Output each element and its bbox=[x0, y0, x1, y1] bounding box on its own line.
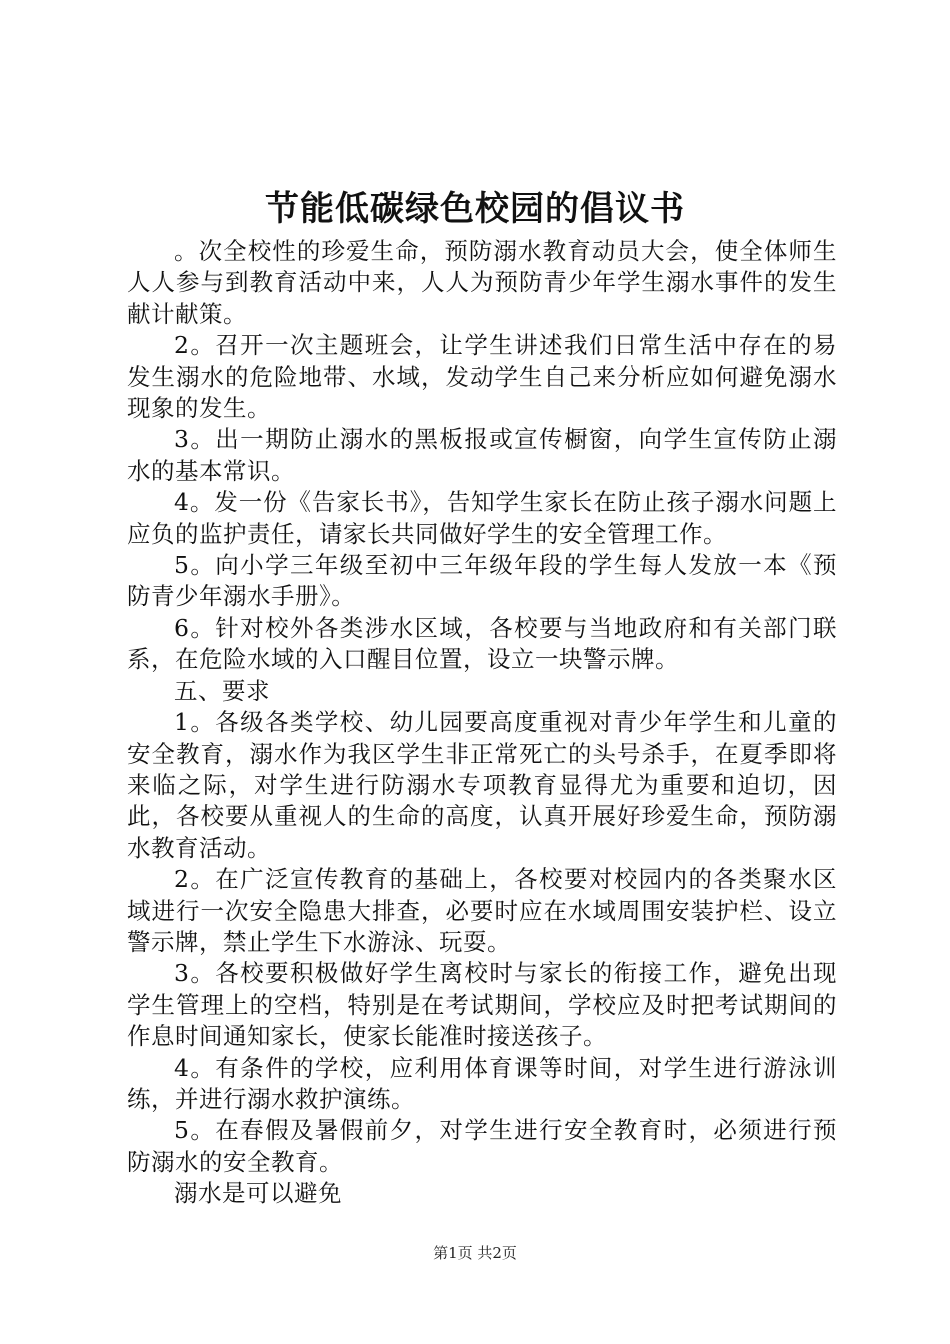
section-heading: 五、要求 bbox=[174, 676, 270, 705]
paragraph: 6。针对校外各类涉水区域，各校要与当地政府和有关部门联系，在危险水域的入口醒目位置，设立一块警示牌。 bbox=[127, 613, 837, 674]
paragraph: 。次全校性的珍爱生命，预防溺水教育动员大会，使全体师生人人参与到教育活动中来，人人为预防青少年学生溺水事件的发生献计献策。 bbox=[127, 237, 837, 328]
document-body bbox=[127, 236, 837, 1210]
paragraph: 溺水是可以避免 bbox=[174, 1179, 342, 1208]
paragraph: 1。各级各类学校、幼儿园要高度重视对青少年学生和儿童的安全教育，溺水作为我区学生非正常死亡的头号杀手，在夏季即将来临之际，对学生进行防溺水专项教育显得尤为重要和迫切，因此，各校要从重视人的生命的高度，认真开展好珍爱生命，预防溺水教育活动。 bbox=[127, 708, 837, 862]
paragraph: 5。在春假及暑假前夕，对学生进行安全教育时，必须进行预防溺水的安全教育。 bbox=[127, 1116, 837, 1176]
paragraph: 4。有条件的学校，应利用体育课等时间，对学生进行游泳训练，并进行溺水救护演练。 bbox=[127, 1053, 837, 1113]
paragraph: 2。召开一次主题班会，让学生讲述我们日常生活中存在的易发生溺水的危险地带、水域，发动学生自己来分析应如何避免溺水现象的发生。 bbox=[127, 331, 837, 423]
paragraph: 4。发一份《告家长书》，告知学生家长在防止孩子溺水问题上应负的监护责任，请家长共同做好学生的安全管理工作。 bbox=[127, 488, 837, 548]
page-number-footer: 第1页 共2页 bbox=[433, 1244, 517, 1262]
paragraph: 5。向小学三年级至初中三年级年段的学生每人发放一本《预防青少年溺水手册》。 bbox=[127, 551, 837, 611]
paragraph: 2。在广泛宣传教育的基础上，各校要对校园内的各类聚水区域进行一次安全隐患大排查，必要时应在水域周围安装护栏、设立警示牌，禁止学生下水游泳、玩耍。 bbox=[127, 865, 837, 956]
paragraph: 3。各校要积极做好学生离校时与家长的衔接工作，避免出现学生管理上的空档，特别是在考试期间，学校应及时把考试期间的作息时间通知家长，使家长能准时接送孩子。 bbox=[127, 959, 837, 1051]
paragraph: 3。出一期防止溺水的黑板报或宣传橱窗，向学生宣传防止溺水的基本常识。 bbox=[127, 425, 837, 485]
document-title: 节能低碳绿色校园的倡议书 bbox=[265, 189, 685, 229]
